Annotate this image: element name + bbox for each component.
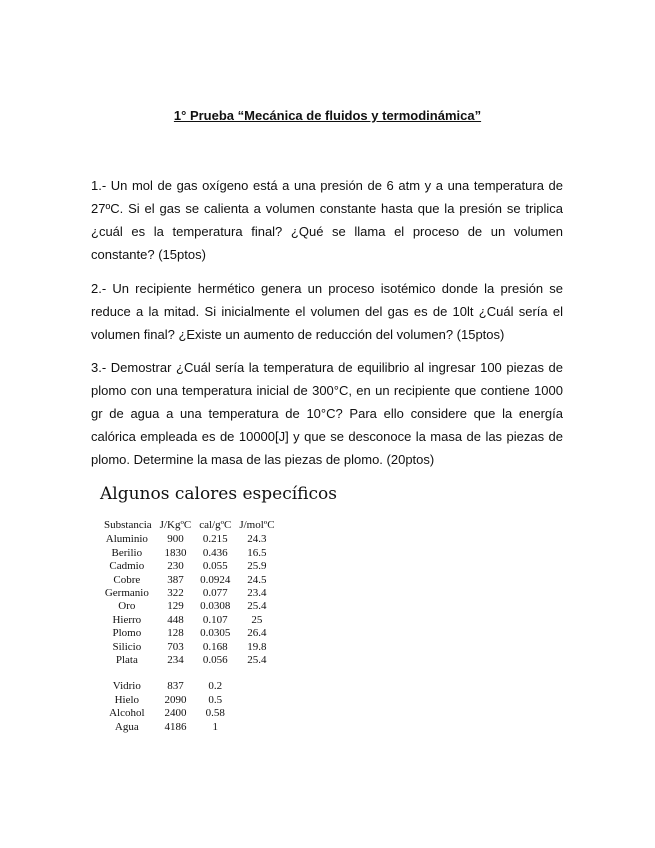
table-row	[100, 560, 279, 573]
cell-j-kg: 837	[167, 680, 184, 693]
cell-substance: Berilio	[111, 546, 143, 559]
cell-cal-g: 0.055	[202, 560, 228, 573]
cell-substance: Vidrio	[112, 680, 141, 693]
cell-substance: Germanio	[104, 587, 149, 600]
cell-j-kg: 1830	[164, 546, 187, 559]
cell-substance: Alcohol	[109, 707, 145, 720]
cell-j-kg: 703	[167, 640, 184, 653]
header-j-mol: J/molºC	[239, 519, 275, 531]
cell-j-mol: 25	[251, 613, 263, 626]
table-row	[100, 614, 279, 627]
cell-j-mol: 24.5	[247, 573, 267, 586]
cell-cal-g: 0.107	[202, 613, 228, 626]
cell-j-kg: 128	[167, 627, 184, 640]
cell-substance: Hielo	[114, 693, 140, 706]
cell-j-mol: 25.4	[247, 600, 267, 613]
cell-j-mol	[235, 707, 278, 720]
cell-j-mol: 19.8	[247, 640, 267, 653]
cell-j-kg: 900	[167, 533, 184, 546]
cell-j-kg: 4186	[164, 720, 187, 733]
table-row	[100, 721, 279, 734]
cell-cal-g: 0.0305	[200, 627, 231, 640]
cell-cal-g: 0.0308	[200, 600, 231, 613]
table-row	[100, 707, 279, 720]
cell-cal-g: 0.215	[202, 533, 228, 546]
table-spacer-row	[100, 667, 279, 680]
question-1: 1.- Un mol de gas oxígeno está a una presión de 6 atm y a una temperatura de 27ºC. Si el gas se calienta a volumen constante hasta que la presión se triplica ¿cuál es la temperatura final? ¿Qué se llama el proceso de un volumen constante? (15ptos)	[91, 178, 563, 262]
cell-substance: Hierro	[112, 613, 142, 626]
table-row	[100, 654, 279, 667]
specific-heat-table	[100, 519, 279, 734]
table-row	[100, 587, 279, 600]
cell-j-mol	[235, 721, 278, 734]
cell-j-mol: 16.5	[247, 546, 267, 559]
cell-j-kg: 234	[167, 654, 184, 667]
cell-j-mol: 24.3	[247, 533, 267, 546]
cell-substance: Aluminio	[105, 533, 148, 546]
cell-j-kg: 387	[167, 573, 184, 586]
question-3: 3.- Demostrar ¿Cuál sería la temperatura de equilibrio al ingresar 100 piezas de plomo con una temperatura inicial de 300°C, en un recipiente que contiene 1000 gr de agua a una temperatura de 10°C? Para ello considere que la energía calórica empleada es de 10000[J] y que se desconoce la masa de las piezas de plomo. Determine la masa de las piezas de plomo. (20ptos)	[91, 360, 563, 467]
cell-j-mol: 23.4	[247, 587, 267, 600]
cell-substance: Oro	[118, 600, 136, 613]
question-2: 2.- Un recipiente hermético genera un proceso isotémico donde la presión se reduce a la mitad. Si inicialmente el volumen del gas es de 10lt ¿Cuál sería el volumen final? ¿Existe un aumento de reducción del volumen? (15ptos)	[91, 281, 563, 342]
cell-j-mol: 25.9	[247, 560, 267, 573]
cell-cal-g: 0.077	[202, 587, 228, 600]
cell-substance: Cobre	[113, 573, 141, 586]
table-row	[100, 694, 279, 707]
cell-j-kg: 2400	[164, 707, 187, 720]
cell-substance: Plata	[115, 654, 138, 667]
cell-substance: Silicio	[112, 640, 142, 653]
table-row	[100, 641, 279, 654]
header-cal-g: cal/gºC	[199, 519, 232, 531]
cell-j-kg: 2090	[164, 693, 187, 706]
table-row	[100, 627, 279, 640]
cell-cal-g: 0.436	[202, 546, 228, 559]
cell-cal-g: 0.0924	[200, 573, 231, 586]
cell-substance: Agua	[114, 720, 139, 733]
header-substance: Substancia	[104, 519, 152, 531]
cell-substance: Cadmio	[109, 560, 145, 573]
cell-substance: Plomo	[112, 627, 142, 640]
cell-cal-g: 0.168	[202, 640, 228, 653]
cell-cal-g: 0.056	[202, 654, 228, 667]
table-title: Algunos calores específicos	[100, 484, 338, 504]
cell-cal-g: 0.5	[208, 693, 223, 706]
table-row	[100, 533, 279, 546]
cell-cal-g: 0.58	[205, 707, 225, 720]
cell-j-kg: 129	[167, 600, 184, 613]
table-header-row	[100, 519, 279, 533]
cell-j-mol	[235, 680, 278, 693]
header-j-kg: J/KgºC	[159, 519, 192, 531]
cell-cal-g: 1	[212, 720, 219, 733]
cell-j-kg: 322	[167, 587, 184, 600]
exam-title: 1° Prueba “Mecánica de fluidos y termodinámica”	[173, 108, 482, 123]
table-row	[100, 680, 279, 693]
table-row	[100, 600, 279, 613]
cell-j-mol: 25.4	[247, 654, 267, 667]
cell-j-mol	[235, 694, 278, 707]
cell-cal-g: 0.2	[208, 680, 223, 693]
cell-j-mol: 26.4	[247, 627, 267, 640]
cell-j-kg: 230	[167, 560, 184, 573]
cell-j-kg: 448	[167, 613, 184, 626]
table-row	[100, 574, 279, 587]
table-row	[100, 547, 279, 560]
